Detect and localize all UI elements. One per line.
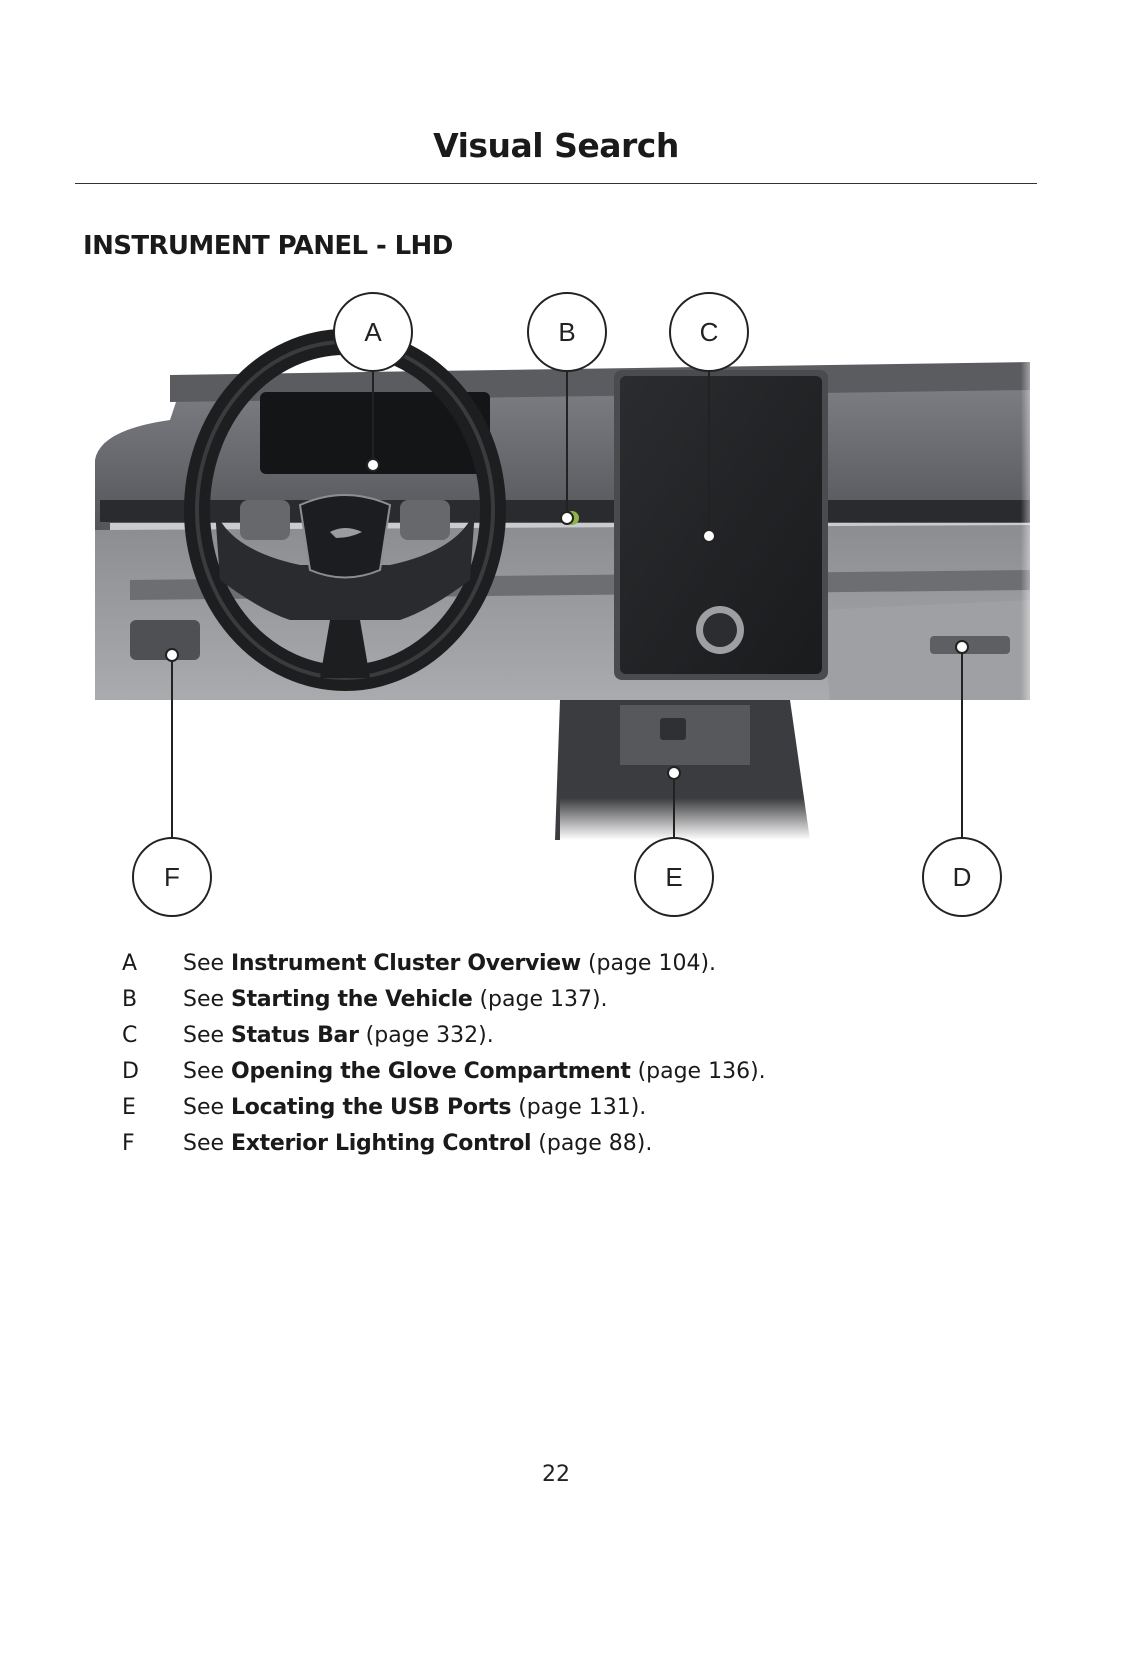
legend-text: See Locating the USB Ports (page 131). — [183, 1095, 647, 1120]
center-console — [555, 700, 810, 840]
legend-key: E — [122, 1095, 136, 1120]
legend-key: F — [122, 1131, 135, 1156]
instrument-panel-illustration — [0, 280, 1142, 920]
legend-text: See Starting the Vehicle (page 137). — [183, 987, 608, 1012]
legend-text: See Exterior Lighting Control (page 88). — [183, 1131, 653, 1156]
legend-key: A — [122, 951, 138, 976]
cross-reference-link[interactable]: Instrument Cluster Overview — [231, 951, 581, 976]
callout-label-f: F — [164, 862, 180, 892]
legend-key: D — [122, 1059, 139, 1084]
dashboard-drawing — [0, 280, 1142, 920]
cross-reference-link[interactable]: Exterior Lighting Control — [231, 1131, 532, 1156]
center-touchscreen — [614, 370, 828, 680]
callout-label-d: D — [952, 862, 972, 892]
legend-text: See Instrument Cluster Overview (page 104). — [183, 951, 717, 976]
legend-text: See Opening the Glove Compartment (page 136). — [183, 1059, 766, 1084]
section-heading: INSTRUMENT PANEL - LHD — [83, 231, 453, 261]
page-header-title: Visual Search — [433, 126, 679, 165]
legend-key: B — [122, 987, 138, 1012]
cross-reference-link[interactable]: Starting the Vehicle — [231, 987, 473, 1012]
legend-key: C — [122, 1023, 138, 1048]
cross-reference-link[interactable]: Status Bar — [231, 1023, 359, 1048]
header-divider — [75, 183, 1037, 184]
callout-label-a: A — [364, 317, 382, 347]
callout-label-b: B — [558, 317, 576, 347]
callout-label-e: E — [665, 862, 683, 892]
cross-reference-link[interactable]: Locating the USB Ports — [231, 1095, 512, 1120]
legend-text: See Status Bar (page 332). — [183, 1023, 494, 1048]
callout-label-c: C — [699, 317, 719, 347]
page-number: 22 — [542, 1462, 570, 1487]
cross-reference-link[interactable]: Opening the Glove Compartment — [231, 1059, 631, 1084]
